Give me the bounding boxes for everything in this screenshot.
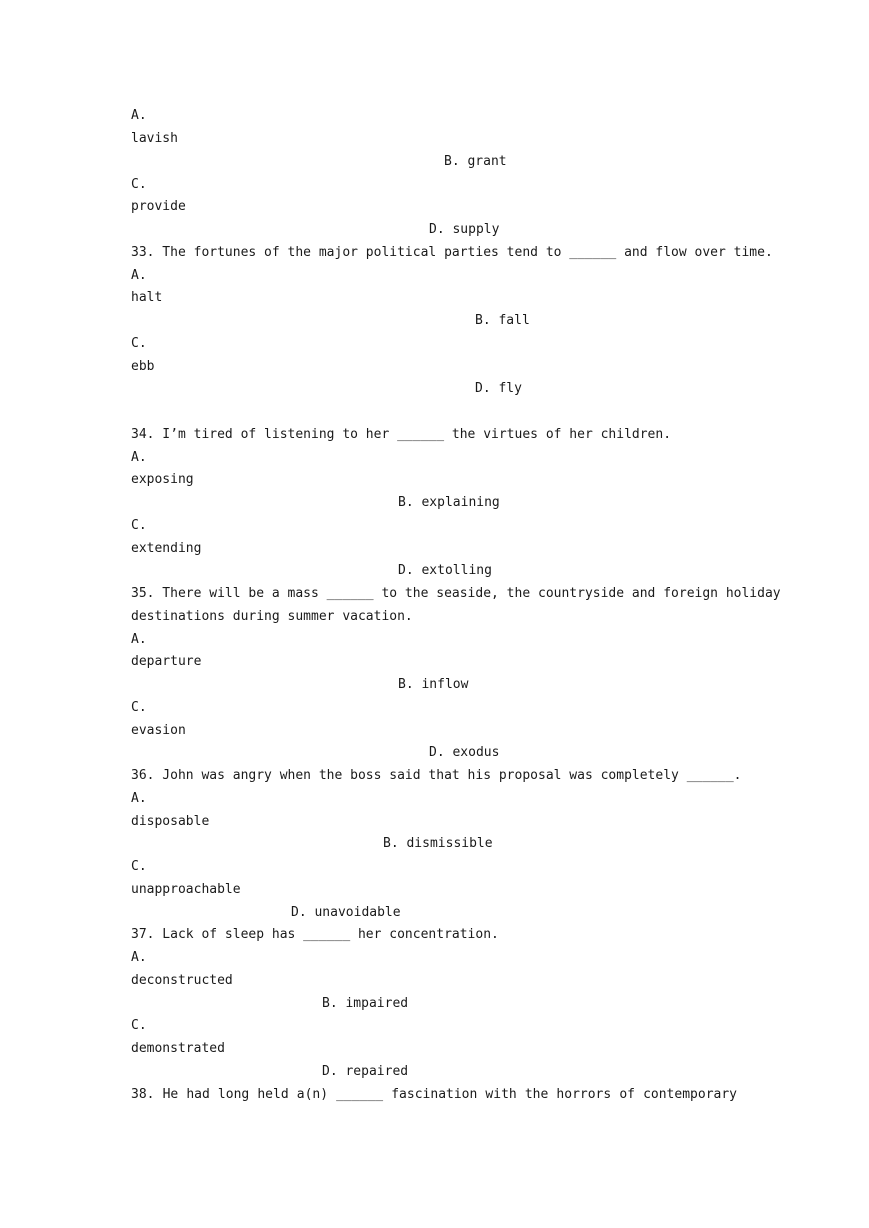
option-b-text: dismissible	[406, 836, 493, 851]
option-c-label: C.	[131, 336, 147, 351]
option-a-label: A.	[131, 791, 147, 806]
option-c-text: unapproachable	[131, 882, 241, 897]
option-a-text: deconstructed	[131, 973, 233, 988]
question-stem: 34. I’m tired of listening to her ______ the virtues of her children.	[131, 427, 672, 442]
option-d-label: D.	[475, 381, 499, 396]
option-b-label: B.	[383, 836, 407, 851]
option-a-label: A.	[131, 632, 147, 647]
option-b	[383, 834, 493, 854]
option-b	[322, 994, 408, 1014]
option-b-text: explaining	[421, 495, 500, 510]
option-c-label: C.	[131, 1018, 147, 1033]
option-d-text: unavoidable	[314, 905, 401, 920]
option-a-text: exposing	[131, 472, 194, 487]
question-stem: 33. The fortunes of the major political parties tend to ______ and flow over time.	[131, 245, 773, 260]
question-stem-line-1: 35. There will be a mass ______ to the seaside, the countryside and foreign holiday	[131, 586, 781, 601]
option-c-label: C.	[131, 177, 147, 192]
option-a-text: halt	[131, 290, 163, 305]
option-c-text: evasion	[131, 723, 186, 738]
option-d	[429, 220, 499, 240]
option-b-label: B.	[322, 996, 346, 1011]
option-a-label: A.	[131, 450, 147, 465]
option-a-text: lavish	[131, 131, 178, 146]
question-stem: 37. Lack of sleep has ______ her concentration.	[131, 927, 499, 942]
question-stem: 38. He had long held a(n) ______ fascination with the horrors of contemporary	[131, 1087, 737, 1102]
option-d	[475, 379, 522, 399]
option-d-text: exodus	[452, 745, 500, 760]
option-d	[429, 743, 499, 763]
option-b-label: B.	[444, 154, 468, 169]
option-d-text: repaired	[345, 1064, 409, 1079]
option-c-label: C.	[131, 859, 147, 874]
option-b	[475, 311, 530, 331]
option-d-label: D.	[398, 563, 422, 578]
option-d	[398, 561, 492, 581]
option-c-label: C.	[131, 518, 147, 533]
question-stem: 36. John was angry when the boss said that his proposal was completely ______.	[131, 768, 742, 783]
option-b	[444, 152, 507, 172]
option-c-text: extending	[131, 541, 202, 556]
option-c-label: C.	[131, 700, 147, 715]
option-b	[398, 493, 500, 513]
option-c-text: demonstrated	[131, 1041, 225, 1056]
option-d-text: fly	[498, 381, 522, 396]
option-d-label: D.	[429, 745, 453, 760]
question-stem-line-2: destinations during summer vacation.	[131, 609, 413, 624]
option-b-label: B.	[398, 495, 422, 510]
option-b-text: impaired	[345, 996, 409, 1011]
option-a-label: A.	[131, 268, 147, 283]
option-b-text: fall	[498, 313, 530, 328]
option-d-text: supply	[452, 222, 500, 237]
option-d-label: D.	[291, 905, 315, 920]
option-a-text: departure	[131, 654, 202, 669]
option-a-label: A.	[131, 108, 147, 123]
option-b-label: B.	[475, 313, 499, 328]
option-d	[322, 1062, 408, 1082]
option-b-text: grant	[467, 154, 507, 169]
option-b	[398, 675, 468, 695]
option-a-label: A.	[131, 950, 147, 965]
option-d-label: D.	[429, 222, 453, 237]
option-d-text: extolling	[421, 563, 492, 578]
option-d	[291, 903, 401, 923]
option-b-label: B.	[398, 677, 422, 692]
option-b-text: inflow	[421, 677, 469, 692]
option-a-text: disposable	[131, 814, 210, 829]
option-d-label: D.	[322, 1064, 346, 1079]
option-c-text: provide	[131, 199, 186, 214]
option-c-text: ebb	[131, 359, 155, 374]
